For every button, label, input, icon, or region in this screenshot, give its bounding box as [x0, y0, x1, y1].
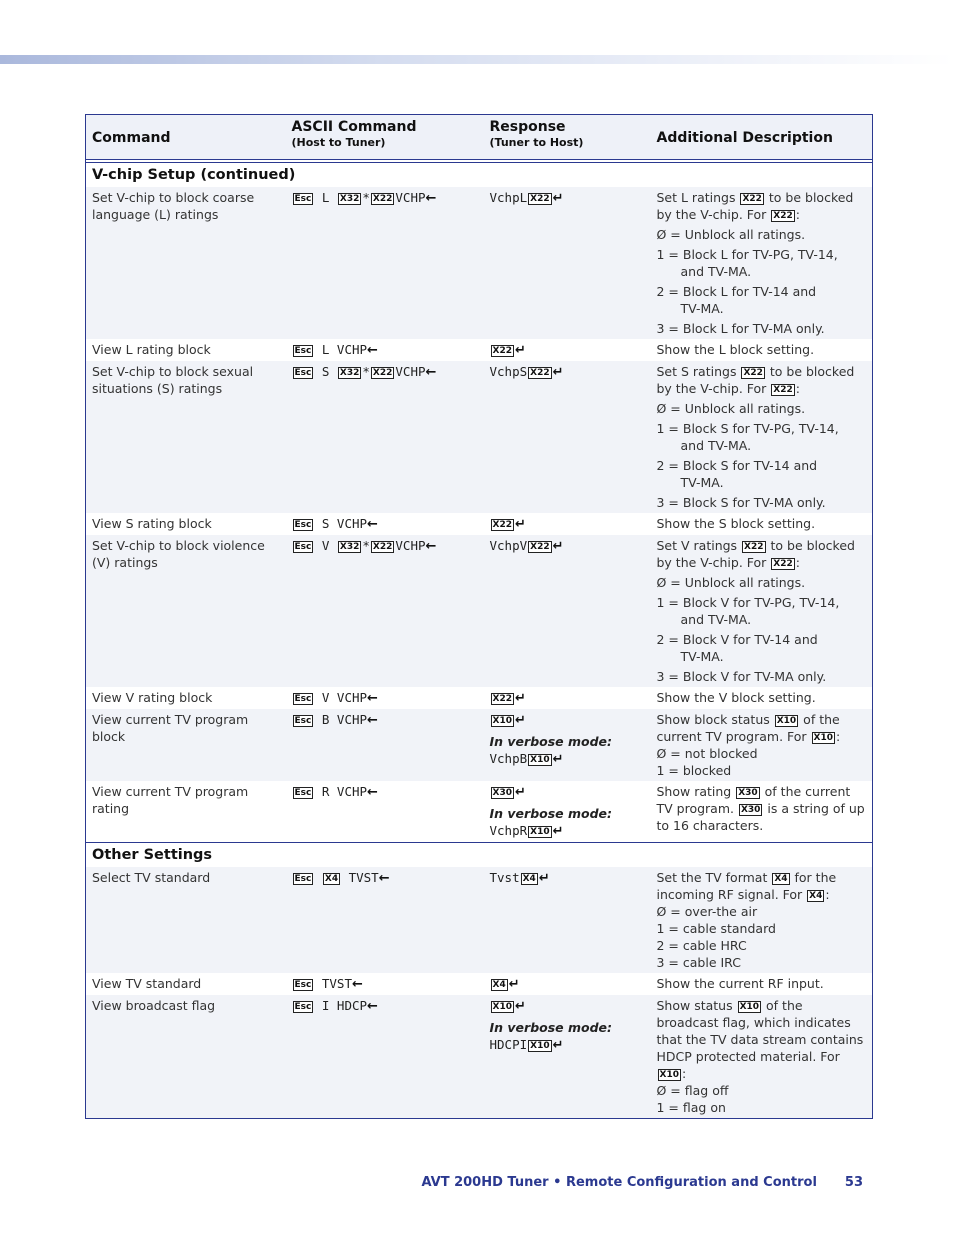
- command-cell: Set V-chip to block coarse language (L) ratings: [86, 187, 286, 339]
- carriage-return-icon: ↵: [508, 977, 520, 992]
- table-row: View TV standard Esc TVST← X4 ↵ Show the current RF input.: [86, 973, 873, 995]
- section-other-settings: Other Settings: [86, 843, 873, 868]
- table-row: Set V-chip to block sexual situations (S) ratings Esc S X32 * X22 VCHP← VchpS X22 ↵ Set S ratings X22 to be blocked by the V-chip. For X22 : Ø = Unblock all ratings. 1 = Block S for TV-PG, TV-14, and TV-MA. 2 = Block S for TV-14 and TV-MA. 3 = Block S for TV-MA only.: [86, 361, 873, 513]
- carriage-return-icon: ↵: [514, 691, 526, 706]
- table-row: View S rating block Esc S VCHP← X22 ↵ Show the S block setting.: [86, 513, 873, 535]
- enter-icon: ←: [378, 871, 390, 886]
- page-footer: [420, 1175, 863, 1190]
- carriage-return-icon: ↵: [552, 1038, 564, 1053]
- header-response: Response (Tuner to Host): [484, 115, 651, 160]
- carriage-return-icon: ↵: [552, 752, 564, 767]
- table-row: View V rating block Esc V VCHP← X22 ↵ Show the V block setting.: [86, 687, 873, 709]
- command-table: [85, 114, 873, 1119]
- table-row: [86, 187, 873, 339]
- header-description: Additional Description: [651, 115, 873, 160]
- carriage-return-icon: ↵: [552, 824, 564, 839]
- table-row: View current TV program rating Esc R VCHP← X30 ↵ In verbose mode: VchpR X10 ↵ Show rating X30 of the current TV program. X30 is a string of up to 16 characters.: [86, 781, 873, 843]
- enter-icon: ←: [351, 977, 363, 992]
- carriage-return-icon: ↵: [514, 343, 526, 358]
- table-row: View current TV program block Esc B VCHP← X10 ↵ In verbose mode: VchpB X10 ↵ Show block status X10 of the current TV program. For X10 : Ø = not blocked 1 = blocked: [86, 709, 873, 781]
- enter-icon: ←: [367, 691, 378, 706]
- enter-icon: ←: [367, 713, 378, 728]
- top-decorative-band: [0, 55, 954, 64]
- table-row: Select TV standard Esc X4 TVST← Tvst X4 ↵ Set the TV format X4 for the incoming RF signal. For X4 : Ø = over-the air 1 = cable standard 2 = cable HRC 3 = cable IRC: [86, 867, 873, 973]
- table-row: View broadcast flag Esc I HDCP← X10 ↵ In verbose mode: HDCPI X10 ↵ Show status X10 of the broadcast flag, which indicates that the TV data stream contains HDCP protected material. For X10 : Ø = flag off 1 = flag on: [86, 995, 873, 1119]
- carriage-return-icon: ↵: [514, 517, 526, 532]
- header-ascii: ASCII Command (Host to Tuner): [286, 115, 484, 160]
- carriage-return-icon: ↵: [514, 999, 526, 1014]
- description-cell: Set L ratings X22 to be blocked by the V-chip. For X22 : Ø = Unblock all ratings. 1 = Block L for TV-PG, TV-14, and TV-MA. 2 = Block L for TV-14 and TV-MA. 3 = Block L for TV-MA only.: [651, 187, 873, 339]
- enter-icon: ←: [425, 539, 437, 554]
- header-command: Command: [86, 115, 286, 160]
- table-header: [86, 115, 873, 160]
- enter-icon: ←: [425, 365, 437, 380]
- enter-icon: ←: [367, 343, 378, 358]
- response-cell: VchpL X22 ↵: [484, 187, 651, 339]
- enter-icon: ←: [367, 999, 378, 1014]
- carriage-return-icon: ↵: [514, 713, 526, 728]
- carriage-return-icon: ↵: [552, 365, 564, 380]
- page-number: 53: [844, 1175, 863, 1190]
- table-row: Set V-chip to block violence (V) ratings Esc V X32 * X22 VCHP← VchpV X22 ↵ Set V ratings X22 to be blocked by the V-chip. For X22 : Ø = Unblock all ratings. 1 = Block V for TV-PG, TV-14, and TV-MA. 2 = Block V for TV-14 and TV-MA. 3 = Block V for TV-MA only.: [86, 535, 873, 687]
- ascii-cell: Esc L X32 * X22 VCHP←: [286, 187, 484, 339]
- enter-icon: ←: [425, 191, 437, 206]
- section-vchip: V-chip Setup (continued): [86, 163, 873, 188]
- carriage-return-icon: ↵: [514, 785, 526, 800]
- carriage-return-icon: ↵: [552, 191, 564, 206]
- enter-icon: ←: [367, 517, 378, 532]
- carriage-return-icon: ↵: [538, 871, 550, 886]
- carriage-return-icon: ↵: [552, 539, 564, 554]
- table-row: View L rating block Esc L VCHP← X22 ↵ Show the L block setting.: [86, 339, 873, 361]
- footer-title: AVT 200HD Tuner • Remote Configuration and Control: [421, 1175, 817, 1190]
- enter-icon: ←: [367, 785, 378, 800]
